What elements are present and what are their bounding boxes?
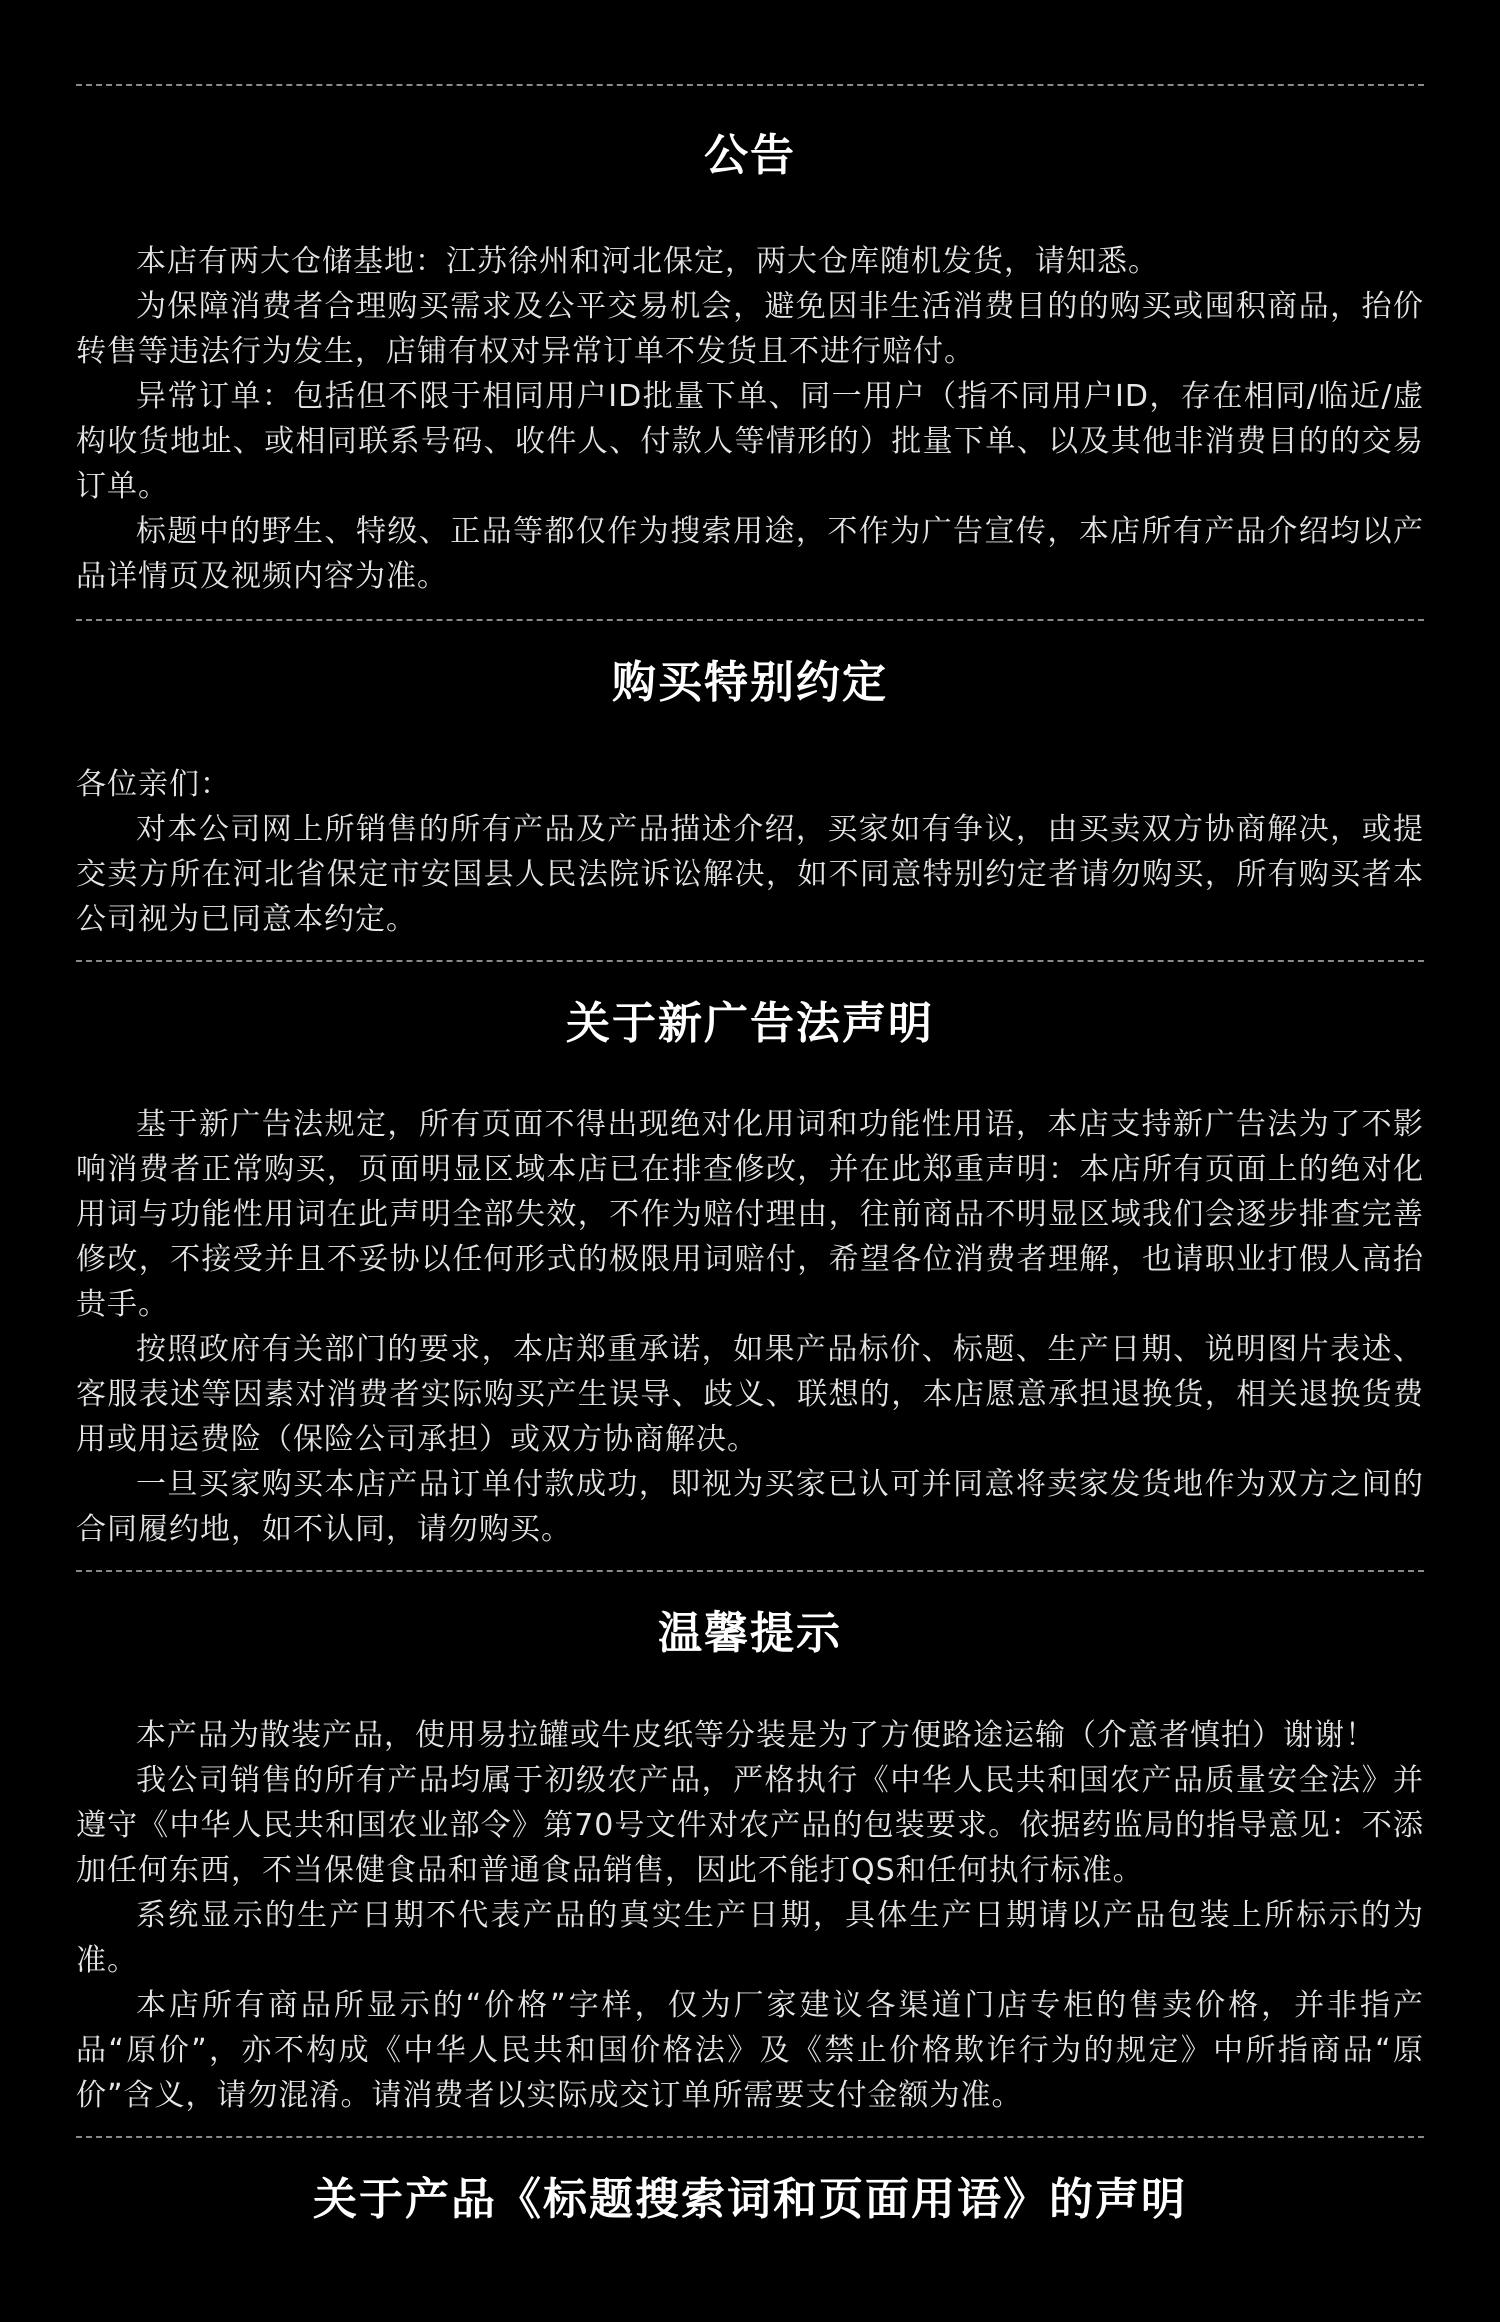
special-agreement-greeting: 各位亲们：	[76, 766, 231, 802]
section-title-warm-tips: 温馨提示	[658, 1608, 842, 1660]
announcement-paragraph: 为保障消费者合理购买需求及公平交易机会，避免因非生活消费目的的购买或囤积商品，抬价转售等违法行为发生，店铺有权对异常订单不发货且不进行赔付。	[76, 288, 1424, 369]
announcement-paragraph: 本店有两大仓储基地：江苏徐州和河北保定，两大仓库随机发货，请知悉。	[136, 243, 1159, 279]
section-title-announcement: 公告	[704, 130, 796, 181]
announcement-paragraph: 异常订单：包括但不限于相同用户ID批量下单、同一用户（指不同用户ID，存在相同/临近/虚构收货地址、或相同联系号码、收件人、付款人等情形的）批量下单、以及其他非消费目的的交易订单。	[76, 378, 1424, 504]
warm-tips-paragraph: 系统显示的生产日期不代表产品的真实生产日期，具体生产日期请以产品包装上所标示的为准。	[76, 1898, 1424, 1979]
warm-tips-paragraph: 本店所有商品所显示的“价格”字样，仅为厂家建议各渠道门店专柜的售卖价格，并非指产品“原价”，亦不构成《中华人民共和国价格法》及《禁止价格欺诈行为的规定》中所指商品“原价”含义，请勿混淆。请消费者以实际成交订单所需要支付金额为准。	[76, 1988, 1424, 2114]
warm-tips-paragraph: 我公司销售的所有产品均属于初级农产品，严格执行《中华人民共和国农产品质量安全法》并遵守《中华人民共和国农业部令》第70号文件对农产品的包装要求。依据药监局的指导意见：不添加任何东西，不当保健食品和普通食品销售，因此不能打QS和任何执行标准。	[76, 1763, 1424, 1889]
advertising-law-paragraph: 基于新广告法规定，所有页面不得出现绝对化用词和功能性用语，本店支持新广告法为了不影响消费者正常购买，页面明显区域本店已在排查修改，并在此郑重声明：本店所有页面上的绝对化用词与功能性用词在此声明全部失效，不作为赔付理由，往前商品不明显区域我们会逐步排查完善修改，不接受并且不妥协以任何形式的极限用词赔付，希望各位消费者理解，也请职业打假人高抬贵手。	[76, 1107, 1424, 1323]
section-title-special-agreement: 购买特别约定	[612, 656, 888, 708]
divider	[76, 2136, 1424, 2138]
warm-tips-paragraph: 本产品为散装产品，使用易拉罐或牛皮纸等分装是为了方便路途运输（介意者慎拍）谢谢！	[136, 1718, 1376, 1754]
advertising-law-paragraph: 按照政府有关部门的要求，本店郑重承诺，如果产品标价、标题、生产日期、说明图片表述、客服表述等因素对消费者实际购买产生误导、歧义、联想的，本店愿意承担退换货，相关退换货费用或用运费险（保险公司承担）或双方协商解决。	[76, 1332, 1424, 1458]
section-title-search-terms-statement: 关于产品《标题搜索词和页面用语》的声明	[313, 2174, 1187, 2226]
special-agreement-paragraph: 对本公司网上所销售的所有产品及产品描述介绍，买家如有争议，由买卖双方协商解决，或提交卖方所在河北省保定市安国县人民法院诉讼解决，如不同意特别约定者请勿购买，所有购买者本公司视为已同意本约定。	[76, 811, 1424, 937]
policy-page	[76, 0, 1424, 2227]
section-title-advertising-law: 关于新广告法声明	[566, 997, 934, 1049]
announcement-paragraph: 标题中的野生、特级、正品等都仅作为搜索用途，不作为广告宣传，本店所有产品介绍均以产品详情页及视频内容为准。	[76, 513, 1424, 594]
advertising-law-paragraph: 一旦买家购买本店产品订单付款成功，即视为买家已认可并同意将卖家发货地作为双方之间的合同履约地，如不认同，请勿购买。	[76, 1467, 1424, 1548]
